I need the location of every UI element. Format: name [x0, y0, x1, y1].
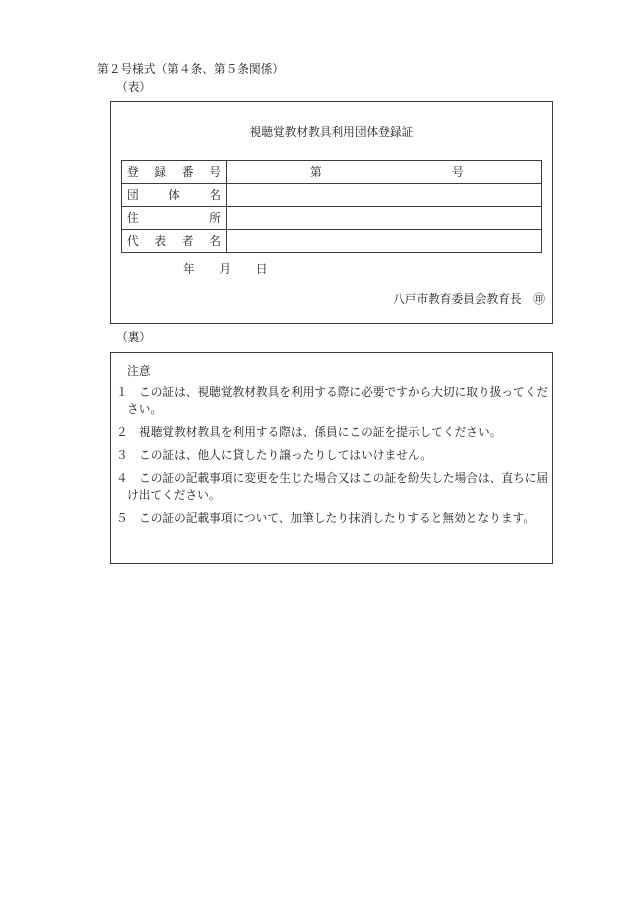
note-item-4 [116, 470, 552, 504]
certificate-front [110, 101, 553, 324]
note-item-5 [116, 510, 552, 527]
table-row-representative [122, 230, 542, 253]
note-item-1 [116, 384, 552, 418]
representative-name-label [122, 230, 226, 252]
label-char: 代 [127, 234, 139, 248]
back-side-label: （裏） [116, 330, 152, 344]
label-char: 団 [127, 188, 139, 202]
note-text: この証は、他人に貸したり譲ったりしてはいけません。 [139, 448, 432, 462]
label-char: 号 [209, 165, 221, 179]
note-line [116, 510, 552, 527]
table-row-registration-number [122, 161, 542, 184]
group-name-label [122, 184, 226, 206]
certificate-back [110, 352, 553, 564]
note-text-continued: け出てください。 [127, 488, 221, 502]
label-char: 名 [209, 234, 221, 248]
note-text-continued: さい。 [127, 402, 163, 416]
notes-list [116, 384, 552, 533]
notes-heading: 注意 [127, 364, 151, 378]
label-char: 名 [209, 188, 221, 202]
table-label-cell [122, 184, 227, 207]
table-label-cell [122, 230, 227, 253]
note-number: ３ [116, 448, 128, 462]
note-item-3 [116, 447, 552, 464]
note-line [116, 470, 552, 487]
table-row-address [122, 207, 542, 230]
registration-table [121, 160, 542, 253]
note-number: ４ [116, 471, 128, 485]
note-text: この証の記載事項について、加筆したり抹消したりすると無効となります。 [139, 511, 535, 525]
label-char: 登 [127, 165, 139, 179]
note-number: １ [116, 385, 128, 399]
label-char: 者 [181, 234, 194, 248]
note-item-2 [116, 424, 552, 441]
seal-mark: ㊞ [533, 292, 545, 306]
label-char: 表 [154, 234, 167, 248]
registration-number-suffix: 号 [452, 165, 464, 179]
note-number: ５ [116, 511, 128, 525]
table-label-cell [122, 207, 227, 230]
note-line [116, 384, 552, 401]
label-char: 体 [168, 188, 180, 202]
label-char: 所 [209, 211, 221, 225]
label-char: 番 [181, 165, 194, 179]
certificate-title: 視聴覚教材教具利用団体登録証 [249, 125, 414, 139]
label-char: 住 [127, 211, 139, 225]
note-text: 視聴覚教材教具を利用する際は、係員にこの証を提示してください。 [139, 425, 502, 439]
address-field [227, 207, 542, 230]
note-text: この証は、視聴覚教材教具を利用する際に必要ですから大切に取り扱ってくだ [139, 385, 549, 399]
note-line [116, 424, 552, 441]
address-label [122, 207, 226, 229]
representative-name-field [227, 230, 542, 253]
note-line [116, 447, 552, 464]
form-number: 第２号様式（第４条、第５条関係） [97, 62, 285, 76]
note-text: この証の記載事項に変更を生じた場合又はこの証を紛失した場合は、直ちに届 [139, 471, 549, 485]
label-char: 録 [154, 165, 167, 179]
registration-number-prefix: 第 [310, 165, 322, 179]
registration-number-field [227, 161, 542, 184]
issuer-line [393, 292, 545, 306]
registration-number-label [122, 161, 226, 183]
table-row-group-name [122, 184, 542, 207]
issue-date-line: 年 月 日 [183, 262, 268, 276]
note-number: ２ [116, 425, 128, 439]
group-name-field [227, 184, 542, 207]
front-side-label: （表） [116, 80, 152, 94]
table-label-cell [122, 161, 227, 184]
issuer-name: 八戸市教育委員会教育長 [393, 292, 522, 306]
